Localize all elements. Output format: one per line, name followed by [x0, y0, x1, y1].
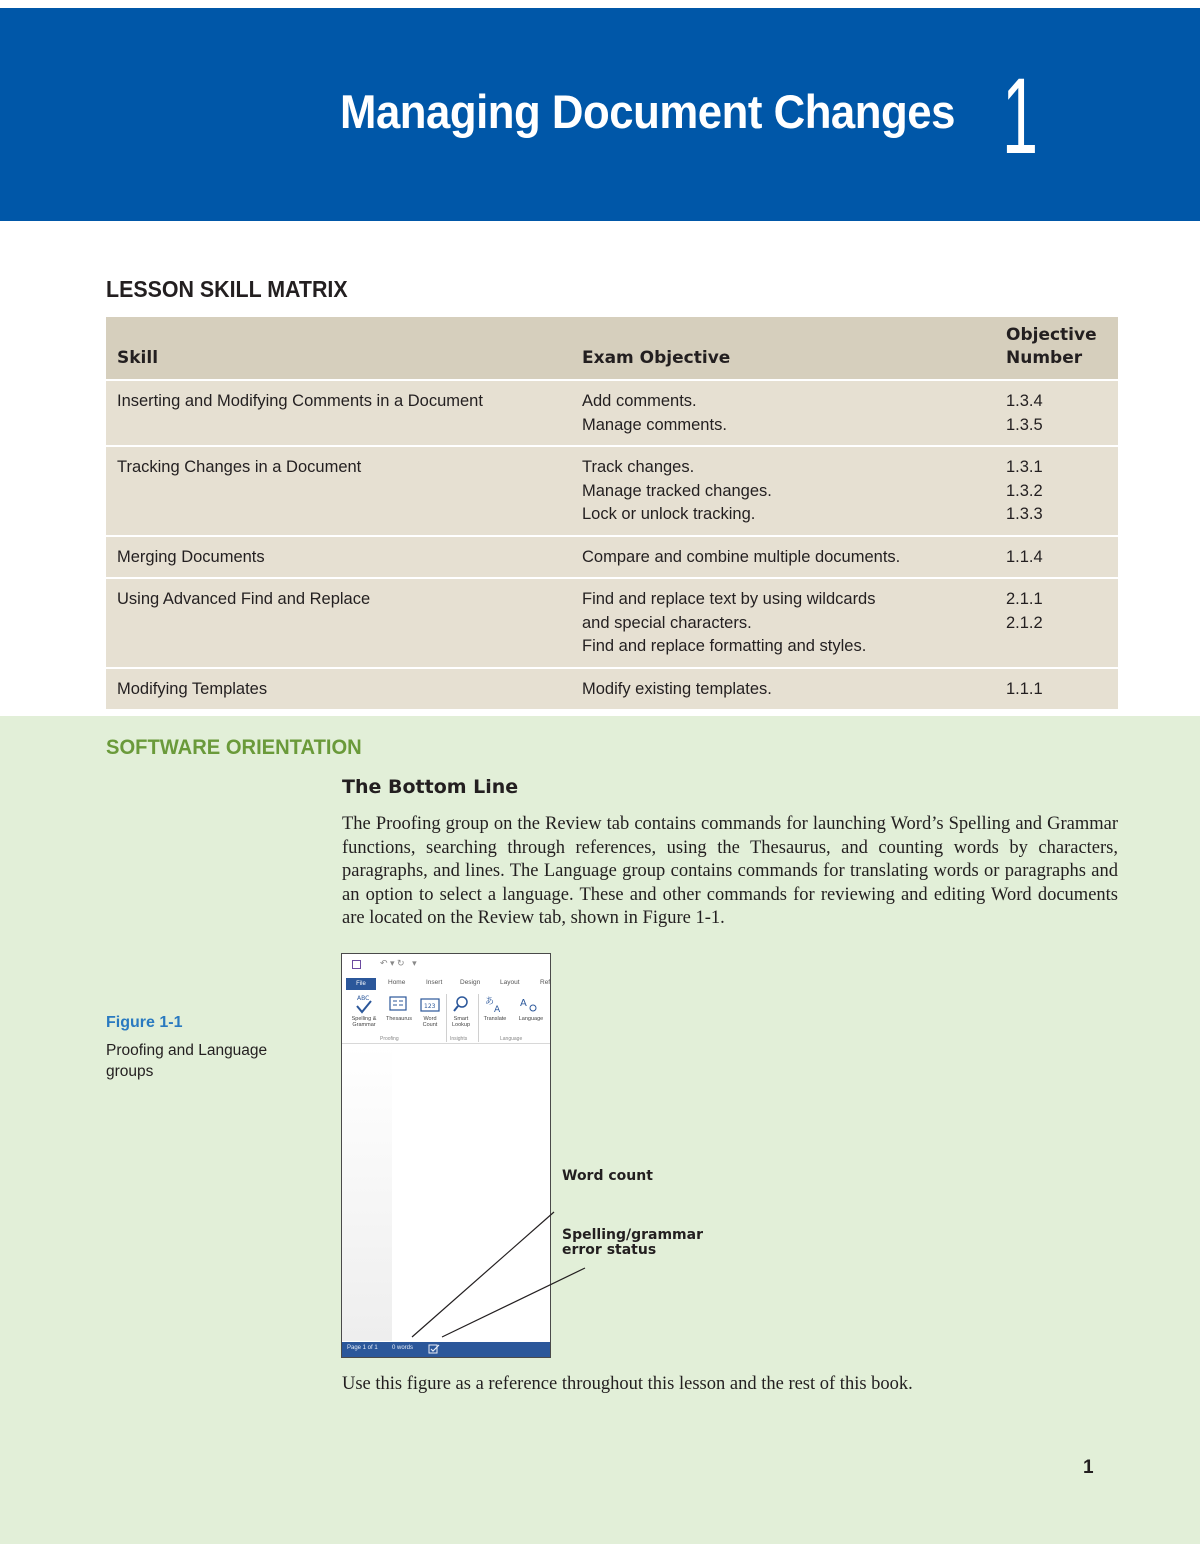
objective-line: Lock or unlock tracking.: [582, 505, 756, 523]
table-row: [106, 380, 1118, 446]
tab-file: File: [346, 978, 376, 990]
objective-line: Compare and combine multiple documents.: [582, 547, 901, 566]
page-indicator: Page 1 of 1: [347, 1345, 378, 1351]
tab-references: Ref: [540, 979, 551, 986]
objective-line: Manage comments.: [582, 415, 727, 434]
objective-line: Manage tracked changes.: [582, 481, 772, 500]
thesaurus-button: Thesaurus: [386, 1016, 412, 1022]
objective-line: Track changes.: [582, 458, 695, 476]
objective-line: Find and replace text by using wildcards: [582, 590, 876, 608]
table-row: [106, 578, 1118, 668]
table-row: [106, 536, 1118, 579]
objective-cell: [571, 380, 995, 446]
figure-caption: Proofing and Language groups: [106, 1042, 268, 1080]
insights-group-label: Insights: [450, 1036, 468, 1042]
objective-number: 2.1.1: [1006, 590, 1043, 608]
translate-icon: [484, 994, 506, 1014]
objective-number: 1.1.4: [1006, 547, 1043, 566]
column-header-line: Objective: [1006, 325, 1097, 345]
objective-cell: [571, 446, 995, 536]
page-number: 1: [1083, 1457, 1094, 1478]
skill-cell: Tracking Changes in a Document: [106, 446, 571, 536]
column-header-objective-number: [995, 317, 1118, 380]
number-cell: [995, 578, 1118, 668]
skill-cell: Modifying Templates: [106, 668, 571, 710]
skill-cell: Using Advanced Find and Replace: [106, 578, 571, 668]
table-row: [106, 446, 1118, 536]
software-orientation-heading: SOFTWARE ORIENTATION: [106, 736, 362, 759]
figure-screenshot: [341, 953, 551, 1358]
tab-insert: Insert: [426, 979, 443, 986]
callout-line: Spelling/grammar: [562, 1227, 703, 1243]
table-header-row: [106, 317, 1118, 380]
svg-text:A: A: [520, 998, 527, 1009]
svg-text:A: A: [494, 1005, 501, 1014]
spelling-grammar-button: Spelling & Grammar: [351, 1016, 377, 1028]
undo-redo-icon: ↶ ▾ ↻ ▾: [380, 958, 417, 968]
language-button: Language: [518, 1016, 544, 1022]
smart-lookup-icon: [452, 995, 470, 1013]
smart-lookup-button: Smart Lookup: [451, 1016, 471, 1028]
language-group-label: Language: [500, 1036, 523, 1042]
figure-reference-text: Use this figure as a reference throughout this lesson and the rest of this book.: [342, 1374, 913, 1394]
number-cell: [995, 668, 1118, 710]
svg-text:あ: あ: [485, 997, 495, 1007]
number-cell: [995, 536, 1118, 579]
tab-design: Design: [460, 979, 481, 986]
objective-number: 1.3.4: [1006, 392, 1043, 410]
objective-number: 1.3.3: [1006, 505, 1043, 523]
objective-cell: [571, 668, 995, 710]
word-title-bar: [342, 954, 550, 976]
chapter-number: 1: [1002, 55, 1039, 176]
ribbon-tabs: [342, 976, 550, 992]
column-header-line: Number: [1006, 348, 1083, 368]
ribbon-panel: [342, 992, 550, 1044]
spelling-abc-text: ABC: [357, 995, 370, 1002]
objective-cell: [571, 578, 995, 668]
objective-line: Find and replace formatting and styles.: [582, 637, 867, 655]
callout-spelling-status: [562, 1228, 703, 1258]
save-icon: [352, 960, 361, 969]
skill-matrix-heading: LESSON SKILL MATRIX: [106, 276, 348, 302]
bottom-line-heading: The Bottom Line: [342, 776, 519, 798]
status-bar: [342, 1342, 550, 1357]
objective-number: 1.3.2: [1006, 481, 1043, 500]
objective-number: 2.1.2: [1006, 613, 1043, 632]
callout-line: error status: [562, 1242, 657, 1258]
objective-number: 1.3.1: [1006, 458, 1043, 476]
spelling-check-icon: [352, 994, 374, 1014]
language-icon: [518, 994, 540, 1014]
tab-home: Home: [388, 979, 406, 986]
figure-label: Figure 1-1: [106, 1014, 183, 1031]
objective-cell: [571, 536, 995, 579]
column-header-exam-objective: Exam Objective: [571, 317, 995, 380]
word-count-icon: [420, 994, 440, 1012]
table-row: [106, 668, 1118, 710]
objective-line: Add comments.: [582, 392, 697, 410]
thesaurus-icon: [389, 996, 407, 1012]
objective-number: 1.3.5: [1006, 415, 1043, 434]
navigation-pane: [342, 1046, 392, 1341]
column-header-skill: Skill: [106, 317, 571, 380]
callout-word-count: Word count: [562, 1168, 653, 1184]
tab-layout: Layout: [500, 979, 520, 986]
skill-cell: Inserting and Modifying Comments in a Document: [106, 380, 571, 446]
chapter-title: Managing Document Changes: [340, 85, 955, 138]
skill-cell: Merging Documents: [106, 536, 571, 579]
word-count-status: 0 words: [392, 1345, 414, 1351]
word-count-button: Word Count: [422, 1016, 438, 1028]
number-cell: [995, 446, 1118, 536]
objective-line: Modify existing templates.: [582, 679, 772, 698]
number-cell: [995, 380, 1118, 446]
objective-line: and special characters.: [582, 613, 752, 632]
objective-number: 1.1.1: [1006, 679, 1043, 698]
skill-matrix-table: [106, 317, 1118, 709]
proofing-group-label: Proofing: [380, 1036, 399, 1042]
bottom-line-paragraph: The Proofing group on the Review tab contains commands for launching Word’s Spelling and Grammar functions, searching through references, using the Thesaurus, and counting words by characters, paragraphs, and lines. The Language group contains commands for translating words or paragraphs and an option to select a language. These and other commands for reviewing and editing Word documents are located on the Review tab, shown in Figure 1-1.: [342, 814, 1118, 929]
word-count-icon-text: 123: [424, 1003, 436, 1010]
translate-button: Translate: [483, 1016, 507, 1022]
proofing-status-icon: [428, 1344, 442, 1355]
